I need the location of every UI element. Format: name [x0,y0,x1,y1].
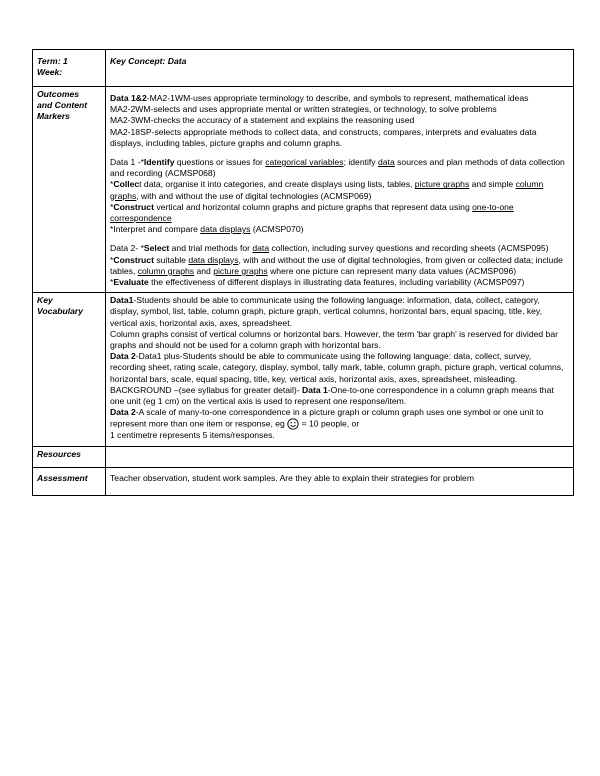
vocabulary-row [33,293,574,446]
data1-interpret: *Interpret and compare data displays (ACMSP070) [110,224,304,235]
week-label: Week: [37,67,63,78]
vocab-data2-scale: Data 2-A scale of many-to-one correspondence in a picture graph or column graph uses one symbol or one unit to represent more than one item or response, eg = 10 people, or [110,407,544,429]
data2-select: Data 2- *Select and trial methods for data collection, including survey questions and recording sheets (ACMSP095) [110,243,549,254]
vocab-background: BACKGROUND –(see syllabus for greater detail)- Data 1-One-to-one correspondence in a column graph means that one unit (eg 1 cm) on the vertical axis is used to represent one response/item. [110,384,554,407]
link-data-displays-2[interactable]: data displays [188,254,239,265]
resources-label: Resources [33,446,106,467]
data1-construct: *Construct vertical and horizontal column graphs and picture graphs that represent data using one-to-one correspondence [110,201,514,224]
vocab-centimetre: 1 centimetre represents 5 items/responses. [110,430,275,441]
data2-construct: *Construct suitable data displays, with and without the use of digital technologies, from given or collected data; include tables, column graphs and picture graphs where one picture can represent many data values (ACMSP096) [110,254,563,276]
outcomes-label-line: Outcomes [37,89,80,99]
resources-value [106,446,574,467]
vocabulary-label-cell [33,293,106,446]
assessment-value: Teacher observation, student work samples. Are they able to explain their strategies for problem [106,467,574,495]
outcome-sp18: MA2-18SP-selects appropriate methods to collect data, and constructs, compares, interprets and evaluates data displays, including tables, picture graphs and column graphs. [110,126,537,148]
data1-collect: *Collect data, organise it into categories, and create displays using lists, tables, picture graphs and simple column graphs, with and without the use of digital technologies (ACMSP069) [110,179,544,201]
link-data-2[interactable]: data [252,243,270,254]
key-concept-cell [106,50,574,87]
link-data-displays[interactable]: data displays [200,224,251,235]
resources-row [33,446,574,467]
vocabulary-label-line: Vocabulary [37,306,84,317]
link-picture-graphs[interactable]: picture graphs [414,179,470,190]
data2-evaluate: *Evaluate the effectiveness of different displays in illustrating data features, including variability (ACMSP097) [110,277,525,288]
assessment-label: Assessment [33,467,106,495]
key-concept-title: Key Concept: Data [110,56,187,66]
outcomes-label-line: and Content [37,100,88,111]
term-week-cell [33,50,106,87]
program-table [32,49,574,496]
outcomes-content-cell [106,87,574,293]
outcome-wm1: Data 1&2-MA2-1WM-uses appropriate terminology to describe, and symbols to represent, mathematical ideas [110,93,529,103]
outcome-wm2: MA2-2WM-selects and uses appropriate mental or written strategies, or technology, to solve problems [110,104,497,115]
data1-identify: Data 1 -*Identify questions or issues for categorical variables; identify data sources and plan methods of data collection and recording (ACMSP068) [110,157,565,179]
outcomes-row [33,87,574,293]
outcomes-label-line: Markers [37,111,70,122]
link-column-graphs[interactable]: column graphs [110,179,544,201]
vocabulary-content-cell [106,293,574,446]
term-label: Term: 1 [37,56,68,66]
link-one-to-one[interactable]: one-to-one correspondence [110,201,514,224]
link-picture-graphs-2[interactable]: picture graphs [213,265,268,276]
link-column-graphs-2[interactable]: column graphs [137,265,195,276]
vocab-data2: Data 2-Data1 plus-Students should be able to communicate using the following language: data, collect, survey, recording sheet, rating scale, category, display, symbol, tally mark, table, column graph, picture graph, vertical columns, horizontal bars, scale, equal spacing, title, key, vertical axis, horizontal axis, axes, spreadsheet, misleading. [110,351,564,384]
smiley-face-icon [287,418,299,430]
link-data[interactable]: data [378,157,395,168]
link-categorical-variables[interactable]: categorical variables [265,157,344,168]
outcome-wm3: MA2-3WM-checks the accuracy of a statement and explains the reasoning used [110,115,415,126]
header-row [33,50,574,87]
outcomes-label-cell [33,87,106,293]
assessment-row [33,467,574,495]
vocab-data1: Data1-Students should be able to communicate using the following language: information, data, collect, category, display, symbol, list, table, column graph, picture graph, vertical columns, horizontal bars, equal spacing, title, key, vertical axis, horizontal axis, axes, spreadsheet. [110,295,542,328]
vocabulary-label-line: Key [37,295,53,306]
vocab-column-note: Column graphs consist of vertical columns or horizontal bars. However, the term 'bar graph' is reserved for divided bar graphs and should not be used for a column graph with horizontal bars. [110,328,558,351]
